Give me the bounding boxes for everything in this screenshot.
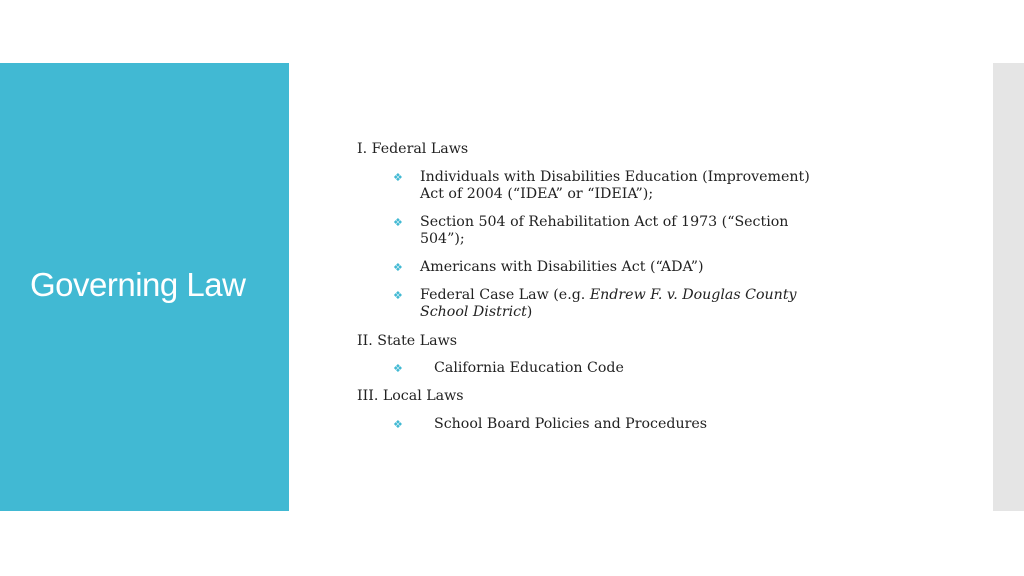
section-heading: I. Federal Laws <box>357 141 469 157</box>
case-name: School District <box>420 304 527 320</box>
slide-title: Governing Law <box>30 266 246 303</box>
side-bar <box>993 63 1024 511</box>
list-item-cont: 504”); <box>420 231 465 247</box>
diamond-bullet-icon: ❖ <box>393 261 403 274</box>
list-item-cont <box>420 304 532 321</box>
item-text: ) <box>526 304 533 320</box>
diamond-bullet-icon: ❖ <box>393 171 403 184</box>
list-item <box>420 287 797 304</box>
list-item: Section 504 of Rehabilitation Act of 1973 (“Section <box>420 214 789 230</box>
list-item: California Education Code <box>434 360 624 376</box>
list-item-cont: Act of 2004 (“IDEA” or “IDEIA”); <box>420 186 654 202</box>
diamond-bullet-icon: ❖ <box>393 289 403 302</box>
diamond-bullet-icon: ❖ <box>393 216 403 229</box>
diamond-bullet-icon: ❖ <box>393 362 403 375</box>
item-text: Federal Case Law (e.g. <box>420 287 590 303</box>
list-item: School Board Policies and Procedures <box>434 416 708 432</box>
list-item: Americans with Disabilities Act (“ADA”) <box>420 259 704 275</box>
section-heading: II. State Laws <box>357 333 458 349</box>
case-name: Endrew F. v. Douglas County <box>589 287 797 303</box>
list-item: Individuals with Disabilities Education (Improvement) <box>420 169 810 185</box>
section-heading: III. Local Laws <box>357 388 464 404</box>
diamond-bullet-icon: ❖ <box>393 418 403 431</box>
